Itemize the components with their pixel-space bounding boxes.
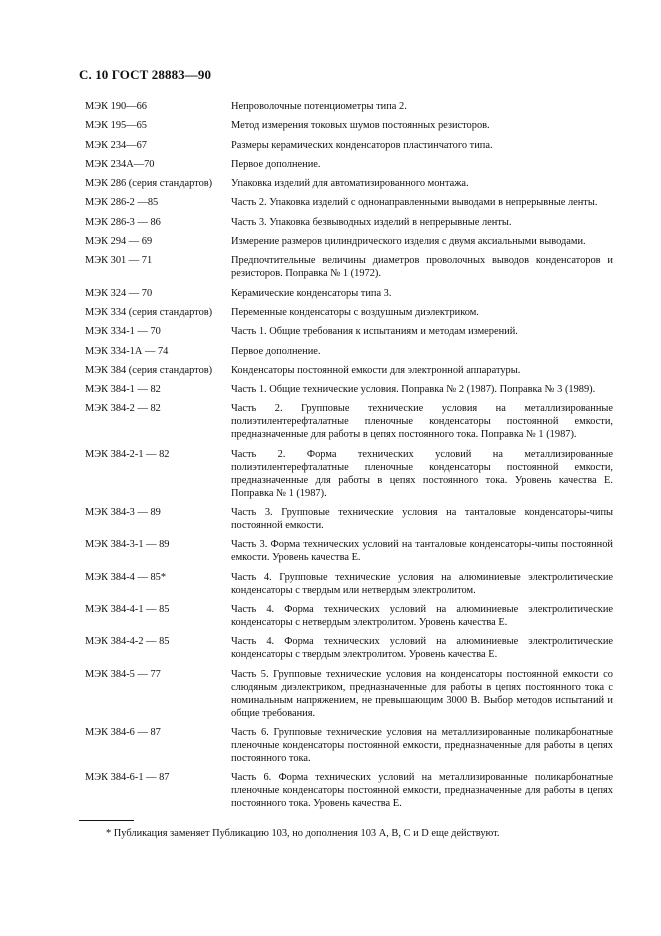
- standard-code: МЭК 334 (серия стандартов): [85, 306, 213, 318]
- standard-description: Часть 4. Групповые технические условия на алюминиевые электролитические конденсаторы с твердым или нетвердым электролитом.: [231, 571, 613, 596]
- standard-description: Часть 5. Групповые технические условия на конденсаторы постоянной емкости со слюдяным диэлектриком, предназначенные для работы в цепях постоянного тока с номинальным напряжением, не превышающим 3000 В. Выбор методов испытаний и общие требования.: [231, 668, 613, 719]
- list-item: [85, 100, 613, 113]
- standard-description: Первое дополнение.: [231, 158, 321, 170]
- standard-code: МЭК 195—65: [85, 120, 147, 132]
- list-item: [85, 139, 613, 152]
- standard-code: МЭК 234—67: [85, 139, 147, 151]
- standard-code: МЭК 384-6 — 87: [85, 726, 161, 738]
- standard-code: МЭК 324 — 70: [85, 287, 153, 299]
- standard-code: МЭК 334-1А — 74: [85, 345, 169, 357]
- standard-code: МЭК 384 (серия стандартов): [85, 364, 213, 376]
- standard-description: Часть 1. Общие требования к испытаниям и методам измерений.: [231, 326, 518, 338]
- list-item: [85, 254, 613, 280]
- list-item: [85, 177, 613, 190]
- page-header: С. 10 ГОСТ 28883—90: [79, 67, 212, 82]
- list-item: [85, 119, 613, 132]
- standard-description: Часть 6. Групповые технические условия на металлизированные поликарбонатные пленочные конденсаторы постоянной емкости, предназначенные для работы в цепях постоянного тока.: [231, 726, 613, 764]
- standard-code: МЭК 234А—70: [85, 158, 155, 170]
- standards-list: [85, 100, 613, 816]
- standard-code: МЭК 384-4-1 — 85: [85, 603, 170, 615]
- list-item: [85, 603, 613, 629]
- list-item: [85, 506, 613, 532]
- standard-description: Метод измерения токовых шумов постоянных резисторов.: [231, 120, 490, 132]
- list-item: [85, 158, 613, 171]
- list-item: [85, 364, 613, 377]
- standard-description: Часть 3. Упаковка безвыводных изделий в непрерывные ленты.: [231, 216, 512, 228]
- list-item: [85, 538, 613, 564]
- standard-description: Часть 2. Форма технических условий на металлизированные полиэтилентерефталатные пленочные конденсаторы постоянной емкости, предназначенные для работы в цепях постоянного тока. Уровень качества Е. Поправка № 1 (1987).: [231, 448, 613, 499]
- standard-code: МЭК 384-1 — 82: [85, 384, 161, 396]
- standard-description: Керамические конденсаторы типа 3.: [231, 287, 392, 299]
- standard-code: МЭК 286 (серия стандартов): [85, 178, 213, 190]
- list-item: [85, 402, 613, 441]
- standard-description: Упаковка изделий для автоматизированного монтажа.: [231, 178, 469, 190]
- standard-code: МЭК 286-2 —85: [85, 197, 159, 209]
- standard-description: Часть 4. Форма технических условий на алюминиевые электролитические конденсаторы с твердым электролитом. Уровень качества Е.: [231, 636, 613, 661]
- list-item: [85, 571, 613, 597]
- list-item: [85, 216, 613, 229]
- standard-description: Часть 1. Общие технические условия. Поправка № 2 (1987). Поправка № 3 (1989).: [231, 384, 596, 396]
- standard-code: МЭК 384-4 — 85*: [85, 571, 167, 583]
- standard-description: Измерение размеров цилиндрического изделия с двумя аксиальными выводами.: [231, 236, 586, 248]
- standard-description: Размеры керамических конденсаторов пластинчатого типа.: [231, 139, 493, 151]
- list-item: [85, 771, 613, 810]
- standard-code: МЭК 384-2 — 82: [85, 403, 161, 415]
- standard-code: МЭК 384-5 — 77: [85, 668, 161, 680]
- standard-description: Часть 3. Форма технических условий на танталовые конденсаторы-чипы постоянной емкости. Уровень качества Е.: [231, 539, 613, 564]
- list-item: [85, 668, 613, 720]
- standard-code: МЭК 384-6-1 — 87: [85, 772, 170, 784]
- standard-code: МЭК 384-3 — 89: [85, 507, 161, 519]
- standard-code: МЭК 294 — 69: [85, 236, 153, 248]
- standard-description: Часть 4. Форма технических условий на алюминиевые электролитические конденсаторы с нетвердым электролитом. Уровень качества Е.: [231, 603, 613, 628]
- list-item: [85, 325, 613, 338]
- list-item: [85, 383, 613, 396]
- standard-code: МЭК 384-4-2 — 85: [85, 636, 170, 648]
- standard-description: Часть 6. Форма технических условий на металлизированные поликарбонатные пленочные конденсаторы постоянной емкости, предназначенные для работы в цепях постоянного тока. Уровень качества Е.: [231, 772, 613, 810]
- list-item: [85, 196, 613, 209]
- standard-code: МЭК 286-3 — 86: [85, 216, 161, 228]
- footnote: * Публикация заменяет Публикацию 103, но дополнения 103 А, В, С и D еще действуют.: [106, 828, 500, 839]
- standard-description: Конденсаторы постоянной емкости для электронной аппаратуры.: [231, 364, 521, 376]
- list-item: [85, 306, 613, 319]
- standard-description: Предпочтительные величины диаметров проволочных выводов конденсаторов и резисторов. Поправка № 1 (1972).: [231, 255, 613, 280]
- footnote-rule: [79, 820, 134, 821]
- list-item: [85, 345, 613, 358]
- list-item: [85, 287, 613, 300]
- standard-description: Часть 3. Групповые технические условия на танталовые конденсаторы-чипы постоянной емкости.: [231, 507, 613, 532]
- list-item: [85, 726, 613, 765]
- standard-description: Часть 2. Упаковка изделий с однонаправленными выводами в непрерывные ленты.: [231, 197, 598, 209]
- standard-code: МЭК 384-3-1 — 89: [85, 539, 170, 551]
- list-item: [85, 448, 613, 500]
- standard-description: Часть 2. Групповые технические условия на металлизированные полиэтилентерефталатные пленочные конденсаторы постоянной емкости, предназначенные для работы в цепях постоянного тока. Поправка № 1 (1987).: [231, 403, 613, 441]
- list-item: [85, 635, 613, 661]
- standard-code: МЭК 384-2-1 — 82: [85, 448, 170, 460]
- standard-description: Непроволочные потенциометры типа 2.: [231, 101, 407, 112]
- standard-description: Первое дополнение.: [231, 345, 321, 357]
- standard-code: МЭК 334-1 — 70: [85, 326, 161, 338]
- list-item: [85, 235, 613, 248]
- standard-code: МЭК 190—66: [85, 101, 147, 112]
- standard-description: Переменные конденсаторы с воздушным диэлектриком.: [231, 306, 479, 318]
- standard-code: МЭК 301 — 71: [85, 255, 153, 267]
